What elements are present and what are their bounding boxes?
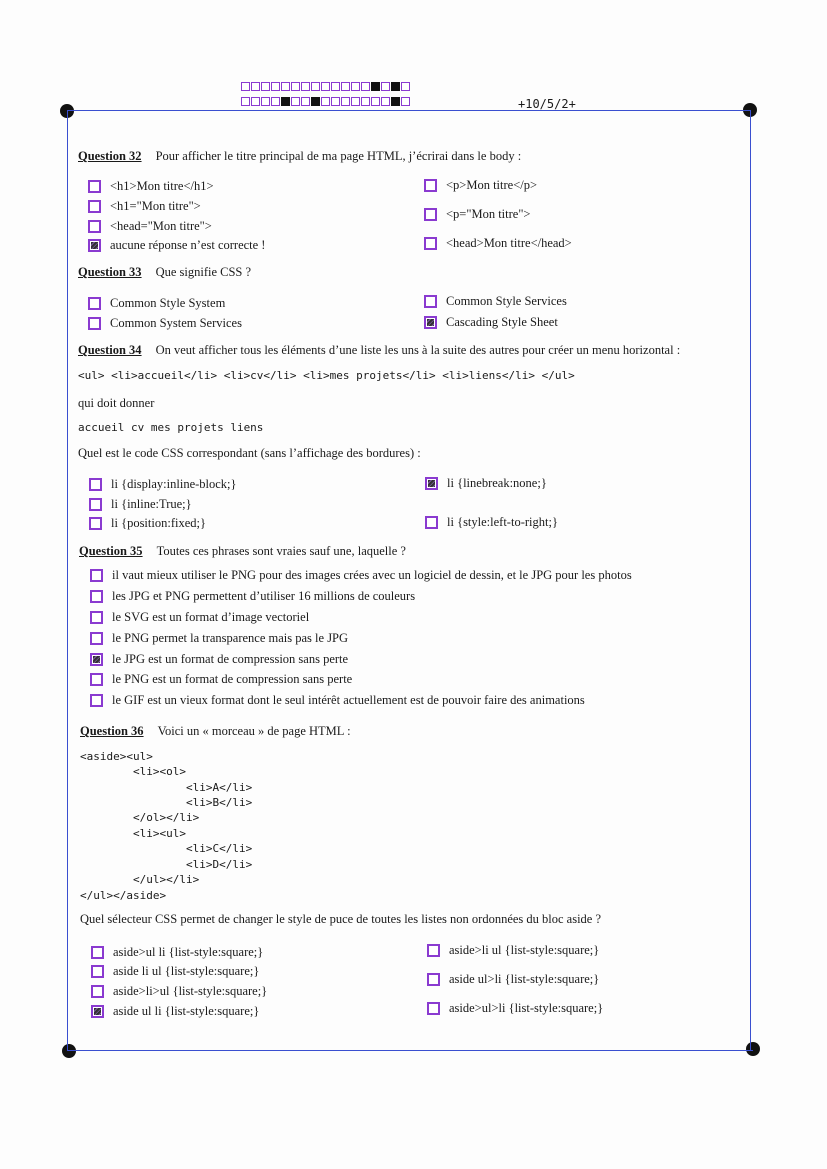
id-code-cell — [391, 82, 400, 91]
checkbox[interactable] — [91, 985, 104, 998]
question-text: Pour afficher le titre principal de ma page HTML, j’écrirai dans le body : — [155, 149, 522, 163]
frame-bottom — [68, 1050, 753, 1051]
id-code-cell — [331, 82, 340, 91]
question-number: Question 36 — [80, 724, 144, 738]
id-code-cell — [241, 82, 250, 91]
answer-option[interactable] — [90, 589, 415, 604]
id-code-cell — [321, 97, 330, 106]
answer-option[interactable] — [90, 631, 348, 646]
checkbox[interactable] — [425, 516, 438, 529]
frame-top — [67, 110, 750, 111]
option-label: aside ul li {list-style:square;} — [113, 1004, 260, 1018]
id-code-cell — [321, 82, 330, 91]
checkbox[interactable] — [88, 200, 101, 213]
answer-option[interactable] — [427, 943, 599, 958]
answer-option[interactable] — [88, 199, 201, 214]
checkbox[interactable] — [427, 1002, 440, 1015]
id-code-cell — [401, 82, 410, 91]
answer-option[interactable] — [424, 315, 558, 330]
checkbox[interactable] — [424, 237, 437, 250]
answer-option[interactable] — [91, 964, 259, 979]
id-code-cell — [341, 82, 350, 91]
id-code-cell — [301, 82, 310, 91]
checkbox[interactable] — [90, 694, 103, 707]
question-text: Quel sélecteur CSS permet de changer le style de puce de toutes les listes non ordonnées du bloc aside ? — [80, 912, 602, 926]
option-label: le PNG est un format de compression sans perte — [112, 672, 353, 686]
option-label: le GIF est un vieux format dont le seul intérêt actuellement est de pouvoir faire des animations — [112, 693, 585, 707]
answer-option[interactable] — [90, 610, 309, 625]
answer-option[interactable] — [90, 672, 352, 687]
question-number: Question 35 — [79, 544, 143, 558]
code-line: <li>A</li> — [80, 781, 253, 794]
checkbox[interactable] — [90, 653, 103, 666]
option-label: il vaut mieux utiliser le PNG pour des images crées avec un logiciel de dessin, et le JPG pour les photos — [112, 568, 632, 582]
id-code-cell — [271, 82, 280, 91]
answer-option[interactable] — [91, 984, 267, 999]
id-code-cell — [271, 97, 280, 106]
checkbox[interactable] — [427, 944, 440, 957]
expected-output: accueil cv mes projets liens — [78, 421, 264, 434]
option-label: <h1="Mon titre"> — [110, 199, 201, 213]
id-code-cell — [361, 82, 370, 91]
id-code-cell — [291, 82, 300, 91]
checkbox[interactable] — [424, 316, 437, 329]
corner-mark-bottom-right — [746, 1042, 760, 1056]
code-line: <li><ul> — [80, 827, 186, 840]
corner-mark-bottom-left — [62, 1044, 76, 1058]
checkbox[interactable] — [91, 946, 104, 959]
id-code-cell — [311, 82, 320, 91]
answer-option[interactable] — [88, 238, 265, 253]
code-line: </ul></li> — [80, 873, 200, 886]
code-line: <li><ol> — [80, 765, 186, 778]
answer-option[interactable] — [424, 178, 537, 193]
question-text: Que signifie CSS ? — [155, 265, 252, 279]
answer-option[interactable] — [91, 945, 263, 960]
id-code-row-2 — [241, 97, 410, 106]
id-code-cell — [301, 97, 310, 106]
answer-option[interactable] — [88, 296, 225, 311]
question-text: Quel est le code CSS correspondant (sans l’affichage des bordures) : — [78, 446, 421, 460]
id-code-cell — [341, 97, 350, 106]
checkbox[interactable] — [88, 297, 101, 310]
option-label: <p>Mon titre</p> — [446, 178, 538, 192]
option-label: aside>ul li {list-style:square;} — [113, 945, 264, 959]
checkbox[interactable] — [91, 1005, 104, 1018]
checkbox[interactable] — [89, 498, 102, 511]
id-code-cell — [281, 82, 290, 91]
option-label: <head>Mon titre</head> — [446, 236, 572, 250]
option-label: aside>ul>li {list-style:square;} — [449, 1001, 604, 1015]
question-35-title — [79, 544, 406, 559]
option-label: li {display:inline-block;} — [111, 477, 237, 491]
id-code-cell — [331, 97, 340, 106]
answer-option[interactable] — [90, 568, 632, 583]
id-code-row-1 — [241, 82, 410, 91]
answer-option[interactable] — [88, 179, 214, 194]
question-number: Question 34 — [78, 343, 142, 357]
checkbox[interactable] — [424, 208, 437, 221]
answer-option[interactable] — [88, 219, 212, 234]
answer-option[interactable] — [425, 476, 547, 491]
code-line: <aside><ul> — [80, 750, 153, 763]
answer-option[interactable] — [89, 477, 237, 492]
page-reference: +10/5/2+ — [518, 97, 576, 111]
option-label: Cascading Style Sheet — [446, 315, 558, 329]
option-label: Common Style Services — [446, 294, 567, 308]
question-32-title — [78, 149, 521, 164]
id-code-cell — [351, 97, 360, 106]
id-code-cell — [361, 97, 370, 106]
option-label: aside>li>ul {list-style:square;} — [113, 984, 268, 998]
frame-right — [750, 110, 751, 1050]
answer-option[interactable] — [424, 294, 567, 309]
answer-option[interactable] — [89, 516, 206, 531]
checkbox[interactable] — [90, 632, 103, 645]
option-label: aside>li ul {list-style:square;} — [449, 943, 600, 957]
question-text: qui doit donner — [78, 396, 155, 410]
id-code-cell — [251, 82, 260, 91]
checkbox[interactable] — [88, 180, 101, 193]
question-number: Question 32 — [78, 149, 142, 163]
checkbox[interactable] — [90, 590, 103, 603]
option-label: le JPG est un format de compression sans perte — [112, 652, 349, 666]
checkbox[interactable] — [91, 965, 104, 978]
option-label: li {inline:True;} — [111, 497, 192, 511]
checkbox[interactable] — [424, 295, 437, 308]
id-code-cell — [261, 97, 270, 106]
answer-option[interactable] — [90, 652, 348, 667]
question-33-title — [78, 265, 251, 280]
id-code-cell — [241, 97, 250, 106]
option-label: li {style:left-to-right;} — [447, 515, 558, 529]
code-line: <li>D</li> — [80, 858, 253, 871]
id-code-cell — [351, 82, 360, 91]
checkbox[interactable] — [89, 478, 102, 491]
answer-option[interactable] — [427, 1001, 603, 1016]
checkbox[interactable] — [425, 477, 438, 490]
id-code-cell — [381, 97, 390, 106]
checkbox[interactable] — [88, 239, 101, 252]
checkbox[interactable] — [90, 569, 103, 582]
frame-left — [67, 110, 68, 1051]
option-label: les JPG et PNG permettent d’utiliser 16 millions de couleurs — [112, 589, 416, 603]
id-code-cell — [371, 82, 380, 91]
id-code-cell — [401, 97, 410, 106]
option-label: <head="Mon titre"> — [110, 219, 212, 233]
checkbox[interactable] — [424, 179, 437, 192]
option-label: Common System Services — [110, 316, 242, 330]
question-text: On veut afficher tous les éléments d’une liste les uns à la suite des autres pour créer un menu horizontal : — [155, 343, 681, 357]
question-text: Voici un « morceau » de page HTML : — [157, 724, 351, 738]
checkbox[interactable] — [88, 317, 101, 330]
checkbox[interactable] — [88, 220, 101, 233]
option-label: aside ul>li {list-style:square;} — [449, 972, 600, 986]
checkbox[interactable] — [90, 611, 103, 624]
option-label: aside li ul {list-style:square;} — [113, 964, 260, 978]
id-code-cell — [381, 82, 390, 91]
option-label: <p="Mon titre"> — [446, 207, 531, 221]
id-code-cell — [311, 97, 320, 106]
code-line: <li>B</li> — [80, 796, 253, 809]
id-code-cell — [281, 97, 290, 106]
id-code-cell — [391, 97, 400, 106]
checkbox[interactable] — [427, 973, 440, 986]
option-label: le SVG est un format d’image vectoriel — [112, 610, 310, 624]
question-36-title — [80, 724, 351, 739]
question-number: Question 33 — [78, 265, 142, 279]
answer-option[interactable] — [424, 207, 530, 222]
checkbox[interactable] — [89, 517, 102, 530]
option-label: Common Style System — [110, 296, 226, 310]
option-label: <h1>Mon titre</h1> — [110, 179, 214, 193]
option-label: li {position:fixed;} — [111, 516, 206, 530]
answer-option[interactable] — [425, 515, 558, 530]
option-label: le PNG permet la transparence mais pas le JPG — [112, 631, 349, 645]
option-label: li {linebreak:none;} — [447, 476, 547, 490]
code-line: </ul></aside> — [80, 889, 167, 902]
answer-option[interactable] — [91, 1004, 259, 1019]
id-code-cell — [371, 97, 380, 106]
answer-option[interactable] — [427, 972, 599, 987]
code-snippet: <ul> <li>accueil</li> <li>cv</li> <li>mes projets</li> <li>liens</li> </ul> — [78, 369, 575, 382]
answer-option[interactable] — [90, 693, 585, 708]
answer-option[interactable] — [424, 236, 572, 251]
question-text: Toutes ces phrases sont vraies sauf une, laquelle ? — [156, 544, 406, 558]
question-34-title — [78, 343, 680, 358]
answer-option[interactable] — [89, 497, 192, 512]
id-code-cell — [261, 82, 270, 91]
answer-option[interactable] — [88, 316, 242, 331]
id-code-cell — [251, 97, 260, 106]
id-code-cell — [291, 97, 300, 106]
code-line: <li>C</li> — [80, 842, 253, 855]
code-line: </ol></li> — [80, 811, 200, 824]
option-label: aucune réponse n’est correcte ! — [110, 238, 266, 252]
checkbox[interactable] — [90, 673, 103, 686]
